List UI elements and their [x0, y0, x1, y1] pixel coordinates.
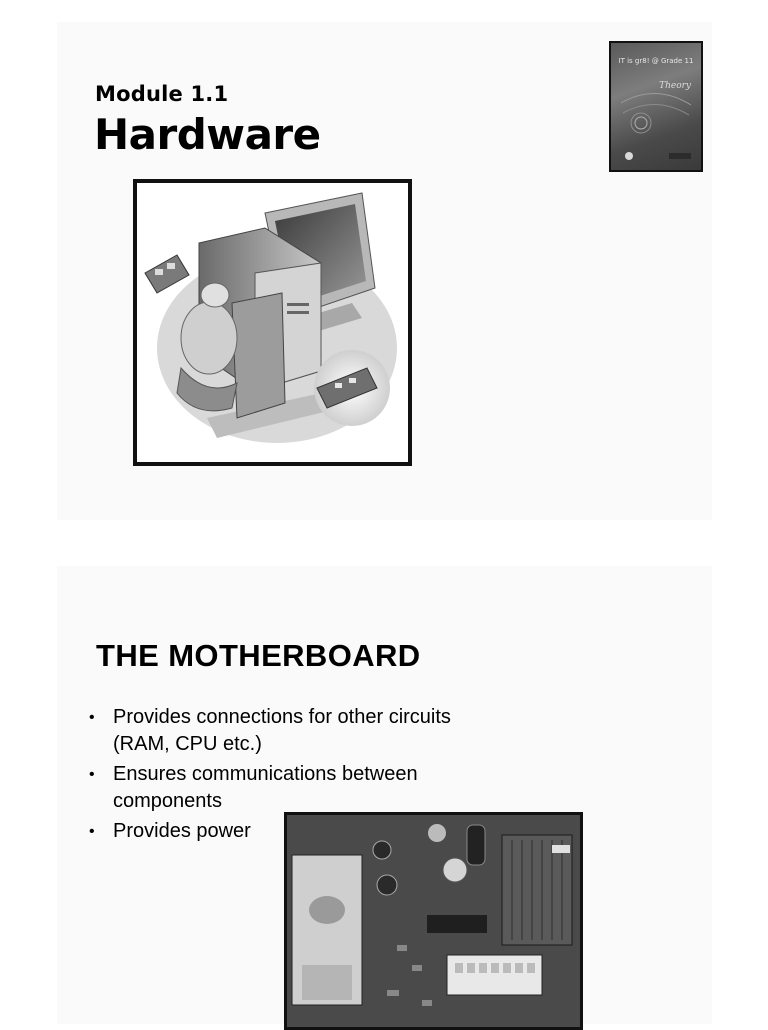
list-item-text: (RAM, CPU etc.) [113, 733, 262, 755]
book-cover-title: IT is gr8! @ Grade 11 [618, 57, 694, 65]
book-cover-subtitle: Theory [659, 81, 691, 91]
list-item [87, 704, 507, 758]
computer-hardware-illustration [137, 183, 408, 462]
list-item-text: Provides connections for other circuits [113, 706, 451, 728]
list-item [87, 761, 507, 815]
book-cover-art [611, 43, 701, 170]
book-cover-image [609, 41, 703, 172]
slide-motherboard [57, 566, 712, 1024]
page-title: Hardware [94, 110, 321, 159]
section-heading: THE MOTHERBOARD [96, 638, 421, 673]
motherboard-photo-art [287, 815, 580, 1027]
motherboard-photo [284, 812, 583, 1030]
bullet-icon: • [89, 766, 95, 783]
module-label: Module 1.1 [95, 82, 229, 106]
slide-module-hardware [57, 22, 712, 520]
list-item-text: Ensures communications between [113, 763, 418, 785]
bullet-icon: • [89, 709, 95, 726]
list-item-text: Provides power [113, 820, 251, 842]
hero-illustration-frame [133, 179, 412, 466]
list-item-text: components [113, 790, 222, 812]
bullet-icon: • [89, 823, 95, 840]
